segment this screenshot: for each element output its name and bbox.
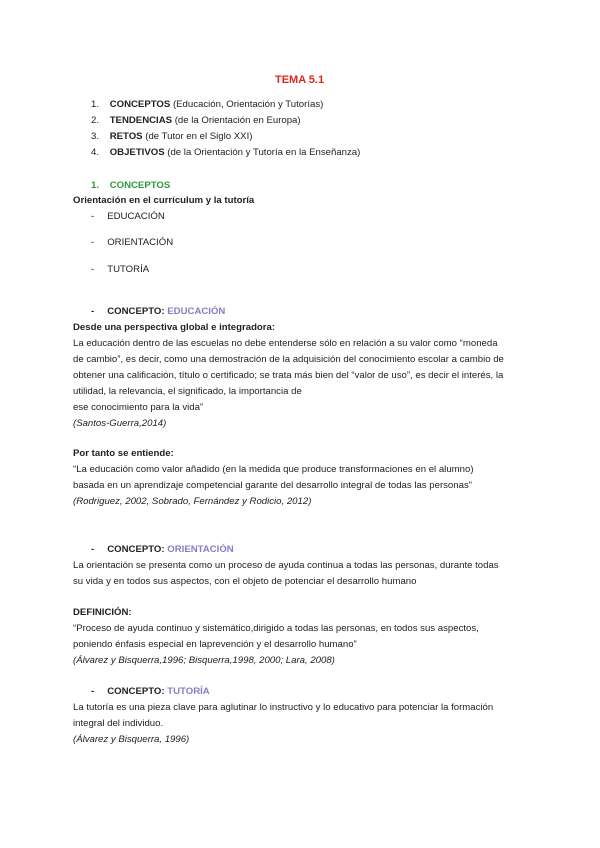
concept-label: CONCEPTO: — [107, 306, 168, 317]
concept-heading-orientacion — [91, 542, 234, 558]
index-item — [91, 113, 301, 129]
citation: (Álvarez y Bisquerra,1996; Bisquerra,1998, 2000; Lara, 2008) — [73, 655, 335, 666]
paragraph-line: integral del individuo. — [73, 718, 164, 729]
index-number: 4. — [91, 147, 100, 158]
list-item — [91, 209, 165, 225]
list-item — [91, 235, 173, 251]
paragraph-line: basada en un aprendizaje competencial garante del desarrollo integral de todas las personas” — [73, 480, 472, 491]
concept-term: EDUCACIÓN — [167, 306, 226, 317]
educacion-subheading: Desde una perspectiva global e integradora: — [73, 322, 276, 333]
index-rest: (de la Orientación y Tutoría en la Enseñanza) — [164, 147, 361, 158]
dash-bullet: - — [91, 544, 95, 555]
list-item — [91, 262, 149, 278]
index-rest: (de la Orientación en Europa) — [172, 115, 301, 126]
concept-label: CONCEPTO: — [107, 544, 168, 555]
citation: (Rodriguez, 2002, Sobrado, Fernández y Rodicio, 2012) — [73, 496, 312, 507]
concept-term: ORIENTACIÓN — [167, 544, 234, 555]
index-number: 3. — [91, 131, 100, 142]
index-item — [91, 129, 252, 145]
document-title: TEMA 5.1 — [275, 74, 325, 86]
paragraph-line: de cambio”, es decir, como una demostración de la adquisición del conocimiento escolar a cambio de — [73, 354, 504, 365]
paragraph-line: La educación dentro de las escuelas no debe entenderse sólo en relación a su valor como “moneda — [73, 338, 498, 349]
index-bold: TENDENCIAS — [109, 115, 173, 126]
concept-heading-tutoria — [91, 684, 210, 700]
paragraph-line: “Proceso de ayuda continuo y sistemático,dirigido a todas las personas, en todos sus aspectos, — [73, 623, 479, 634]
paragraph-line: La orientación se presenta como un proceso de ayuda continua a todas las personas, durante todas — [73, 560, 499, 571]
section-subheading: Orientación en el currículum y la tutoría — [73, 195, 255, 206]
paragraph-line: obtener una calificación, título o certificado; se trata más bien del “valor de uso”, es decir el interés, la — [73, 370, 504, 381]
paragraph-line: utilidad, la relevancia, el significado, la importancia de — [73, 386, 302, 397]
index-number: 2. — [91, 115, 100, 126]
concept-heading-educacion — [91, 304, 225, 320]
index-bold: OBJETIVOS — [109, 147, 165, 158]
index-bold: CONCEPTOS — [109, 99, 171, 110]
index-item — [91, 145, 360, 161]
index-item — [91, 97, 323, 113]
index-bold: RETOS — [109, 131, 143, 142]
paragraph-line: poniendo énfasis especial en laprevención y el desarrollo humano” — [73, 639, 357, 650]
concept-label: CONCEPTO: — [107, 686, 168, 697]
paragraph-line: La tutoría es una pieza clave para aglutinar lo instructivo y lo educativo para potenciar la formación — [73, 702, 494, 713]
concept-term: TUTORÍA — [167, 686, 210, 697]
definicion-heading: DEFINICIÓN: — [73, 607, 132, 618]
section-heading — [91, 178, 170, 194]
dash-bullet: - — [91, 237, 95, 248]
section-title: CONCEPTOS — [109, 180, 171, 191]
list-item-label: TUTORÍA — [107, 264, 150, 275]
index-rest: (Educación, Orientación y Tutorías) — [170, 99, 324, 110]
dash-bullet: - — [91, 264, 95, 275]
paragraph-line: “La educación como valor añadido (en la medida que produce transformaciones en el alumno) — [73, 464, 474, 475]
list-item-label: ORIENTACIÓN — [107, 237, 174, 248]
section-number: 1. — [91, 180, 100, 191]
por-tanto-heading: Por tanto se entiende: — [73, 448, 174, 459]
index-rest: (de Tutor en el Siglo XXI) — [142, 131, 253, 142]
citation: (Santos-Guerra,2014) — [73, 418, 167, 429]
paragraph-line: ese conocimiento para la vida” — [73, 402, 204, 413]
dash-bullet: - — [91, 306, 95, 317]
dash-bullet: - — [91, 211, 95, 222]
dash-bullet: - — [91, 686, 95, 697]
index-number: 1. — [91, 99, 100, 110]
citation: (Álvarez y Bisquerra, 1996) — [73, 734, 190, 745]
paragraph-line: su vida y en todos sus aspectos, con el objeto de potenciar el desarrollo humano — [73, 576, 417, 587]
list-item-label: EDUCACIÓN — [107, 211, 165, 222]
